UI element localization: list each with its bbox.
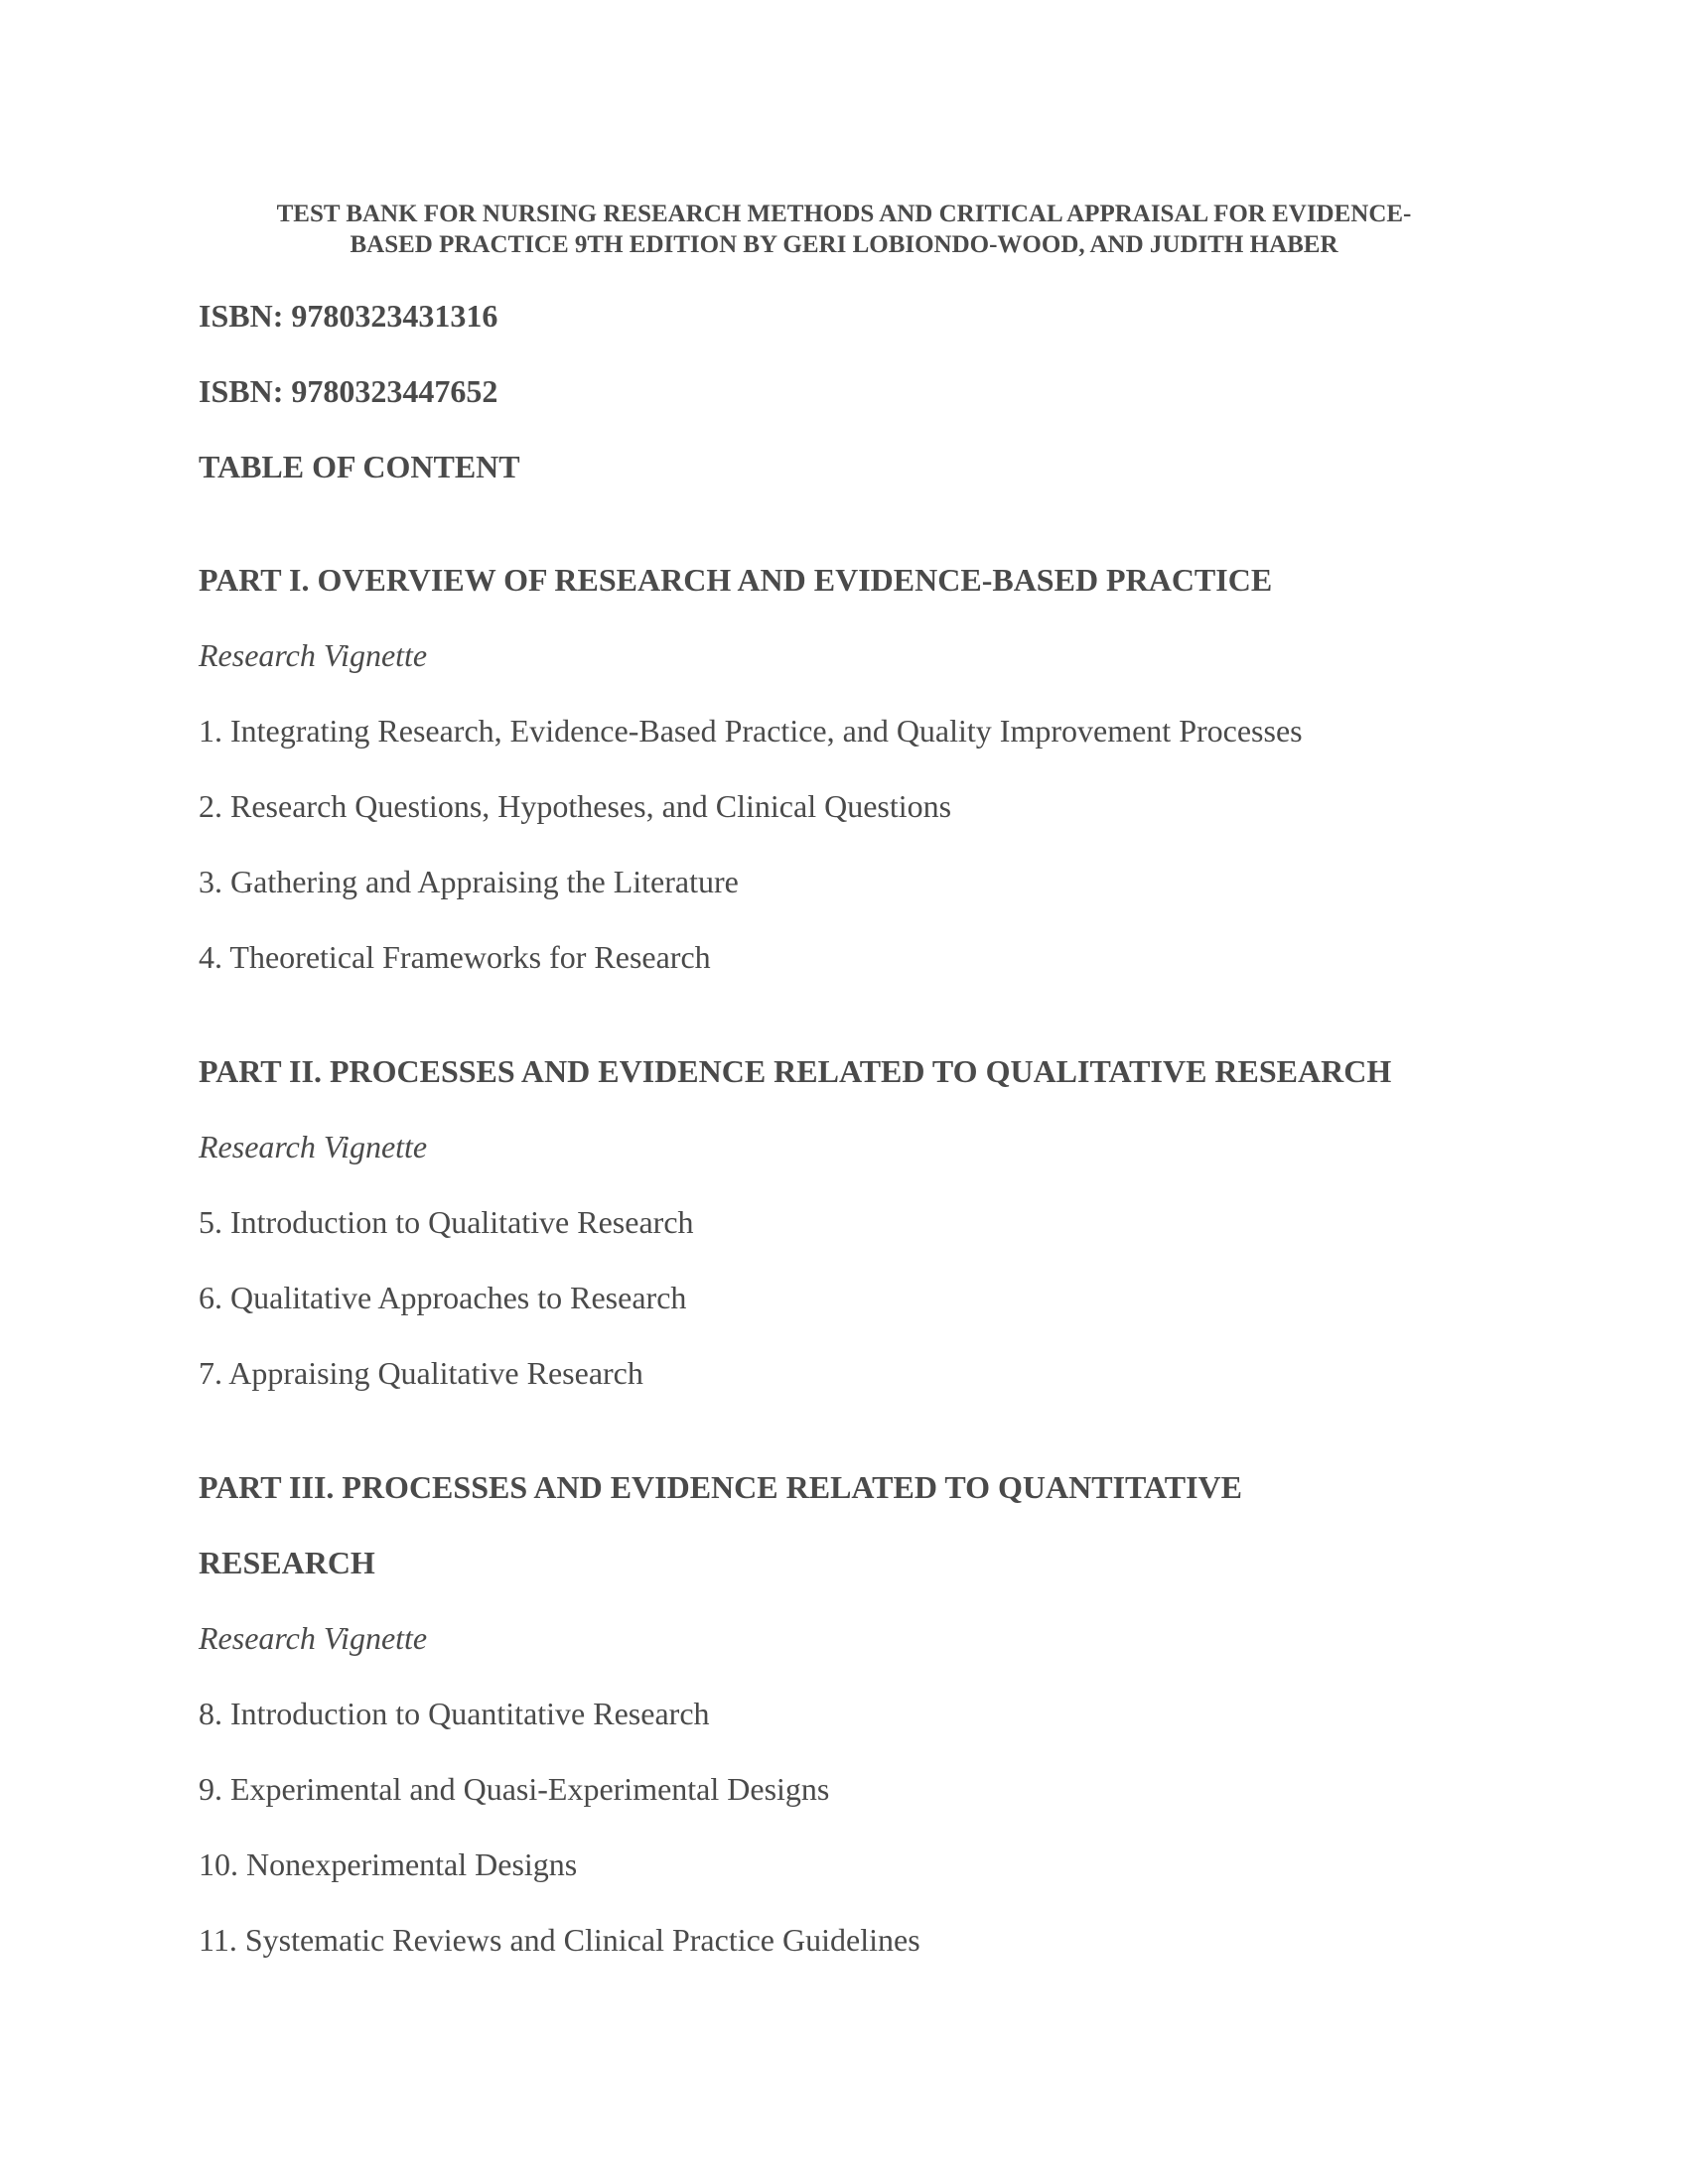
document-title-line-1: TEST BANK FOR NURSING RESEARCH METHODS AND CRITICAL APPRAISAL FOR EVIDENCE-	[276, 201, 1412, 227]
part-1-heading: PART I. OVERVIEW OF RESEARCH AND EVIDENCE-BASED PRACTICE	[199, 562, 1273, 598]
part-3-vignette: Research Vignette	[199, 1620, 428, 1656]
chapter-8: 8. Introduction to Quantitative Research	[199, 1696, 710, 1731]
chapter-11: 11. Systematic Reviews and Clinical Practice Guidelines	[199, 1922, 920, 1958]
chapter-2: 2. Research Questions, Hypotheses, and Clinical Questions	[199, 788, 952, 824]
part-3-heading-line-1: PART III. PROCESSES AND EVIDENCE RELATED TO QUANTITATIVE	[199, 1469, 1242, 1505]
part-2-vignette: Research Vignette	[199, 1129, 428, 1164]
chapter-5: 5. Introduction to Qualitative Research	[199, 1204, 694, 1240]
isbn-1: ISBN: 9780323431316	[199, 298, 498, 334]
chapter-3: 3. Gathering and Appraising the Literature	[199, 864, 739, 899]
chapter-6: 6. Qualitative Approaches to Research	[199, 1280, 687, 1315]
part-3-heading-line-2: RESEARCH	[199, 1545, 375, 1580]
chapter-4: 4. Theoretical Frameworks for Research	[199, 939, 711, 975]
document-title-line-2: BASED PRACTICE 9TH EDITION BY GERI LOBIONDO-WOOD, AND JUDITH HABER	[350, 231, 1338, 258]
table-of-content-heading: TABLE OF CONTENT	[199, 449, 520, 484]
document-title	[149, 199, 1539, 260]
chapter-7: 7. Appraising Qualitative Research	[199, 1355, 643, 1391]
chapter-10: 10. Nonexperimental Designs	[199, 1846, 578, 1882]
part-1-vignette: Research Vignette	[199, 637, 428, 673]
chapter-9: 9. Experimental and Quasi-Experimental Designs	[199, 1771, 830, 1807]
chapter-1: 1. Integrating Research, Evidence-Based Practice, and Quality Improvement Processes	[199, 713, 1303, 749]
isbn-2: ISBN: 9780323447652	[199, 373, 498, 409]
part-2-heading: PART II. PROCESSES AND EVIDENCE RELATED TO QUALITATIVE RESEARCH	[199, 1053, 1392, 1089]
